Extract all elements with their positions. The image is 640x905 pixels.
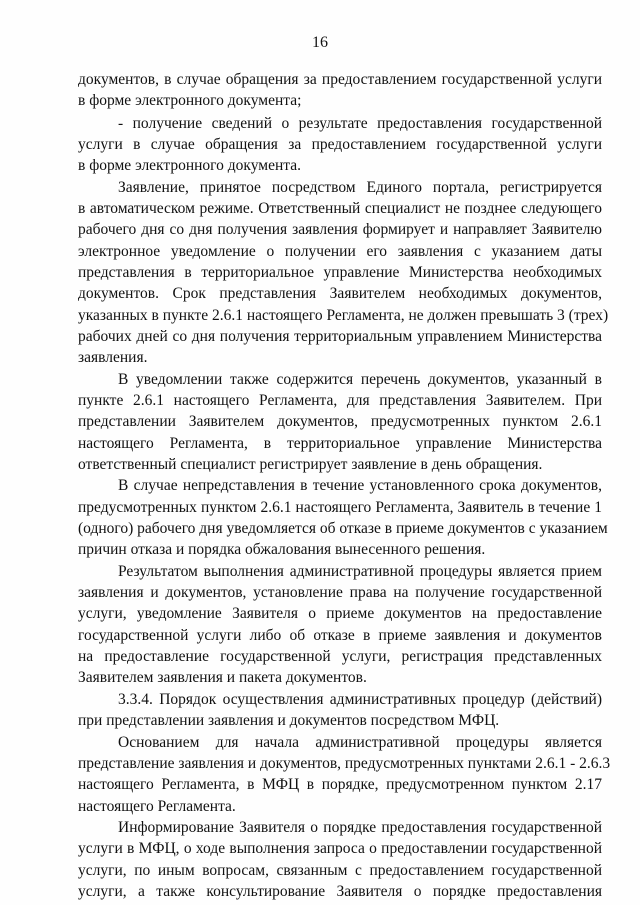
text-line: представление заявления и документов, предусмотренных пунктами 2.6.1 - 2.6.3 bbox=[78, 755, 611, 772]
text-line: Заявление, принятое посредством Единого портала, регистрируется bbox=[118, 179, 602, 196]
text-line: в форме электронного документа. bbox=[78, 157, 301, 174]
text-line: представления в территориальное управление Министерства необходимых bbox=[78, 264, 602, 281]
text-line: в автоматическом режиме. Ответственный специалист не позднее следующего bbox=[78, 200, 602, 217]
text-line: Результатом выполнения административной процедуры является прием bbox=[118, 563, 602, 580]
page-number: 16 bbox=[312, 34, 328, 51]
text-line: услуги в МФЦ, о ходе выполнения запроса о предоставлении государственной bbox=[78, 840, 602, 857]
text-line: электронное уведомление о получении его заявления с указанием даты bbox=[78, 243, 602, 260]
text-line: в форме электронного документа; bbox=[78, 92, 302, 109]
text-line: (одного) рабочего дня уведомляется об отказе в приеме документов с указанием bbox=[78, 520, 608, 537]
text-line: документов. Срок представления Заявителем необходимых документов, bbox=[78, 285, 602, 302]
text-line: Информирование Заявителя о порядке предоставления государственной bbox=[118, 819, 602, 836]
text-line: услуги, а также консультирование Заявителя о порядке предоставления bbox=[78, 883, 602, 900]
text-line: настоящего Регламента, в территориальное управление Министерства bbox=[78, 435, 602, 452]
text-line: услуги в случае обращения за предоставлением государственной услуги bbox=[78, 136, 602, 153]
text-line: В уведомлении также содержится перечень документов, указанный в bbox=[118, 371, 602, 388]
section-heading-line: при представлении заявления и документов посредством МФЦ. bbox=[78, 712, 500, 729]
text-line: - получение сведений о результате предоставления государственной bbox=[118, 115, 602, 132]
text-line: услуги, по иным вопросам, связанным с предоставлением государственной bbox=[78, 862, 602, 879]
text-line: на предоставление государственной услуги, регистрация представленных bbox=[78, 648, 602, 665]
text-line: пункте 2.6.1 настоящего Регламента, для представления Заявителем. При bbox=[78, 392, 602, 409]
text-line: настоящего Регламента, в МФЦ в порядке, предусмотренном пунктом 2.17 bbox=[78, 776, 602, 793]
text-line: заявления. bbox=[78, 349, 148, 366]
text-line: указанных в пункте 2.6.1 настоящего Регламента, не должен превышать 3 (трех) bbox=[78, 307, 609, 324]
text-line: услуги, уведомление Заявителя о приеме документов на предоставление bbox=[78, 605, 602, 622]
text-line: заявления и документов, установление права на получение государственной bbox=[78, 584, 602, 601]
text-line: документов, в случае обращения за предоставлением государственной услуги bbox=[78, 71, 602, 88]
text-line: Заявителем заявления и пакета документов. bbox=[78, 669, 367, 686]
text-line: государственной услуги либо об отказе в приеме заявления и документов bbox=[78, 627, 602, 644]
text-line: рабочего дня со дня получения заявления формирует и направляет Заявителю bbox=[78, 221, 602, 238]
text-line: настоящего Регламента. bbox=[78, 798, 236, 815]
text-line: причин отказа и порядка обжалования вынесенного решения. bbox=[78, 541, 486, 558]
text-line: рабочих дней со дня получения территориальным управлением Министерства bbox=[78, 328, 602, 345]
section-heading-line: 3.3.4. Порядок осуществления административных процедур (действий) bbox=[118, 691, 602, 708]
text-line: представлении Заявителем документов, предусмотренных пунктом 2.6.1 bbox=[78, 413, 602, 430]
text-line: предусмотренных пунктом 2.6.1 настоящего Регламента, Заявитель в течение 1 bbox=[78, 499, 602, 516]
text-line: Основанием для начала административной процедуры является bbox=[118, 734, 602, 751]
text-line: В случае непредставления в течение установленного срока документов, bbox=[118, 477, 602, 494]
text-line: ответственный специалист регистрирует заявление в день обращения. bbox=[78, 456, 543, 473]
